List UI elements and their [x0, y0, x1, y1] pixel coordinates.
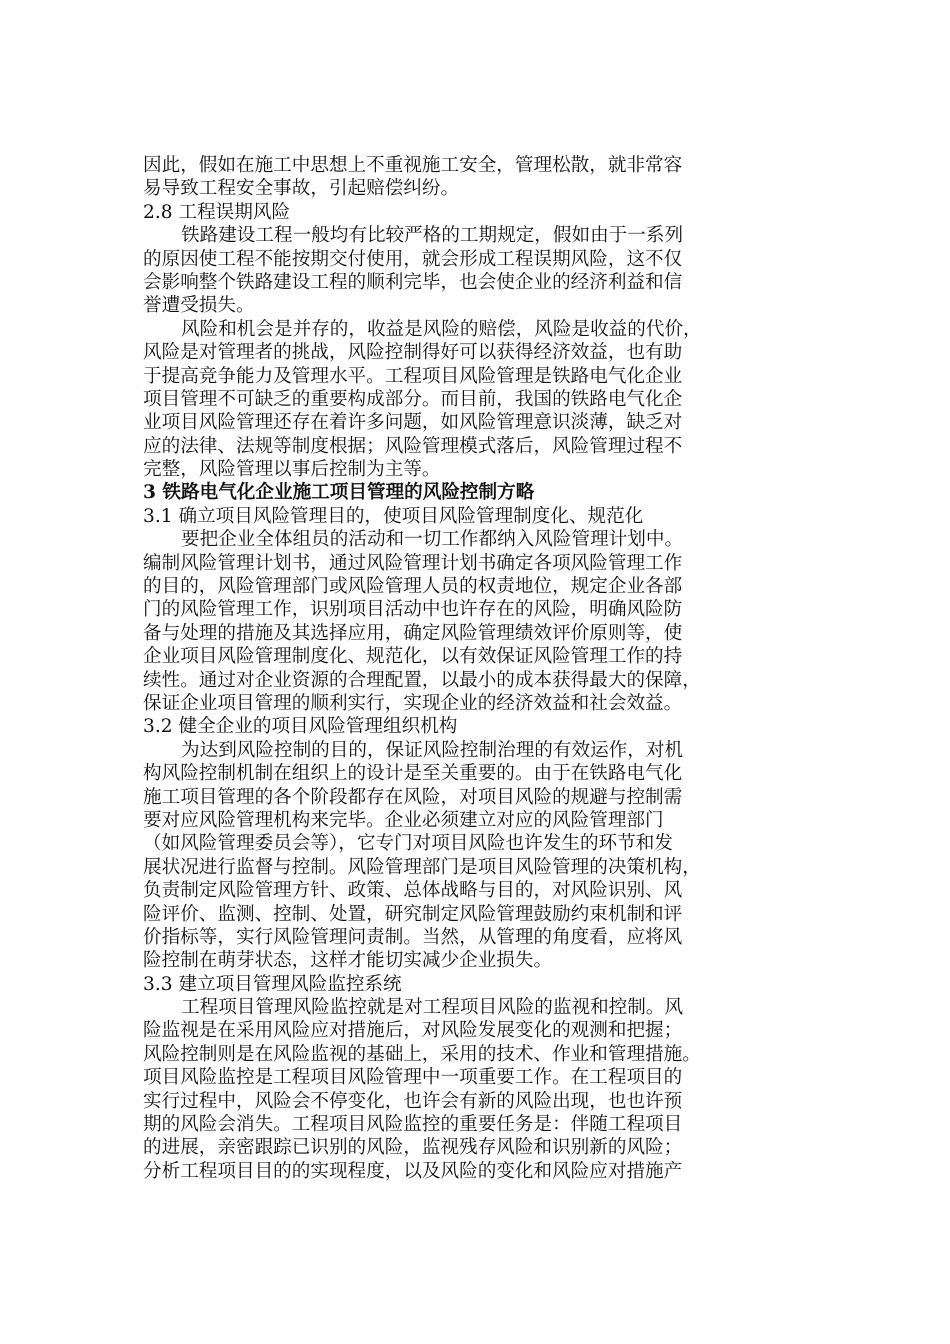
text-line: 会影响整个铁路建设工程的顺利完毕，也会使企业的经济利益和信	[143, 271, 683, 293]
paragraph-first-line: 要把企业全体组员的活动和一切工作都纳入风险管理计划中。	[181, 529, 684, 551]
text-line: 风险控制则是在风险监视的基础上，采用的技术、作业和管理措施。	[143, 1043, 701, 1065]
text-line: 项目风险监控是工程项目风险管理中一项重要工作。在工程项目的	[143, 1067, 683, 1089]
subsection-heading: 3.3 建立项目管理风险监控系统	[143, 973, 402, 995]
paragraph-first-line: 工程项目管理风险监控就是对工程项目风险的监视和控制。风	[181, 997, 684, 1019]
text-line: 构风险控制机制在组织上的设计是至关重要的。由于在铁路电气化	[143, 763, 683, 785]
subsection-heading: 3.2 健全企业的项目风险管理组织机构	[143, 716, 458, 738]
text-line: 展状况进行监督与控制。风险管理部门是项目风险管理的决策机构，	[143, 856, 701, 878]
text-line: 于提高竞争能力及管理水平。工程项目风险管理是铁路电气化企业	[143, 365, 683, 387]
text-line: 因此，假如在施工中思想上不重视施工安全，管理松散，就非常容	[143, 155, 683, 176]
text-line: 负责制定风险管理方针、政策、总体战略与目的，对风险识别、风	[143, 880, 683, 902]
text-line: 实行过程中，风险会不停变化，也许会有新的风险出现，也也许预	[143, 1090, 683, 1112]
text-line: 的进展，亲密跟踪已识别的风险，监视残存风险和识别新的风险；	[143, 1137, 683, 1159]
text-line: 续性。通过对企业资源的合理配置，以最小的成本获得最大的保障，	[143, 669, 701, 691]
text-line: 应的法律、法规等制度根据；风险管理模式落后，风险管理过程不	[143, 435, 683, 457]
text-line: 施工项目管理的各个阶段都存在风险，对项目风险的规避与控制需	[143, 786, 683, 808]
section-heading: 3 铁路电气化企业施工项目管理的风险控制方略	[143, 482, 535, 504]
paragraph-first-line: 铁路建设工程一般均有比较严格的工期规定，假如由于一系列	[181, 225, 684, 247]
text-line: 完整，风险管理以事后控制为主等。	[143, 459, 441, 481]
text-line: 价指标等，实行风险管理问责制。当然，从管理的角度看，应将风	[143, 926, 683, 948]
text-line: 保证企业项目管理的顺利实行，实现企业的经济效益和社会效益。	[143, 692, 683, 714]
text-line: 的目的，风险管理部门或风险管理人员的权责地位，规定企业各部	[143, 576, 683, 598]
subsection-heading: 2.8 工程误期风险	[143, 201, 291, 223]
text-line: 险监视是在采用风险应对措施后，对风险发展变化的观测和把握；	[143, 1020, 683, 1042]
text-line: 业项目风险管理还存在着许多问题，如风险管理意识淡薄，缺乏对	[143, 412, 683, 434]
text-line: 期的风险会消失。工程项目风险监控的重要任务是：伴随工程项目	[143, 1114, 683, 1136]
paragraph-first-line: 风险和机会是并存的，收益是风险的赔偿，风险是收益的代价，	[181, 318, 702, 340]
text-line: （如风险管理委员会等），它专门对项目风险也许发生的环节和发	[143, 833, 673, 855]
text-line: 门的风险管理工作，识别项目活动中也许存在的风险，明确风险防	[143, 599, 683, 621]
text-line: 险控制在萌芽状态，这样才能切实减少企业损失。	[143, 950, 553, 972]
text-line: 要对应风险管理机构来完毕。企业必须建立对应的风险管理部门	[143, 809, 664, 831]
text-line: 誉遭受损失。	[143, 295, 255, 317]
text-line: 的原因使工程不能按期交付使用，就会形成工程误期风险，这不仅	[143, 248, 683, 270]
text-line: 编制风险管理计划书，通过风险管理计划书确定各项风险管理工作	[143, 552, 683, 574]
document-page	[143, 154, 811, 1183]
text-line: 险评价、监测、控制、处置，研究制定风险管理鼓励约束机制和评	[143, 903, 683, 925]
paragraph-first-line: 为达到风险控制的目的，保证风险控制治理的有效运作，对机	[181, 739, 684, 761]
text-line: 分析工程项目目的的实现程度，以及风险的变化和风险应对措施产	[143, 1160, 683, 1182]
text-line: 易导致工程安全事故，引起赔偿纠纷。	[143, 178, 460, 200]
text-line: 企业项目风险管理制度化、规范化，以有效保证风险管理工作的持	[143, 646, 683, 668]
text-line: 备与处理的措施及其选择应用，确定风险管理绩效评价原则等，使	[143, 622, 683, 644]
subsection-heading: 3.1 确立项目风险管理目的，使项目风险管理制度化、规范化	[143, 505, 644, 527]
text-line: 项目管理不可缺乏的重要构成部分。而目前，我国的铁路电气化企	[143, 388, 683, 410]
text-line: 风险是对管理者的挑战，风险控制得好可以获得经济效益，也有助	[143, 342, 683, 364]
